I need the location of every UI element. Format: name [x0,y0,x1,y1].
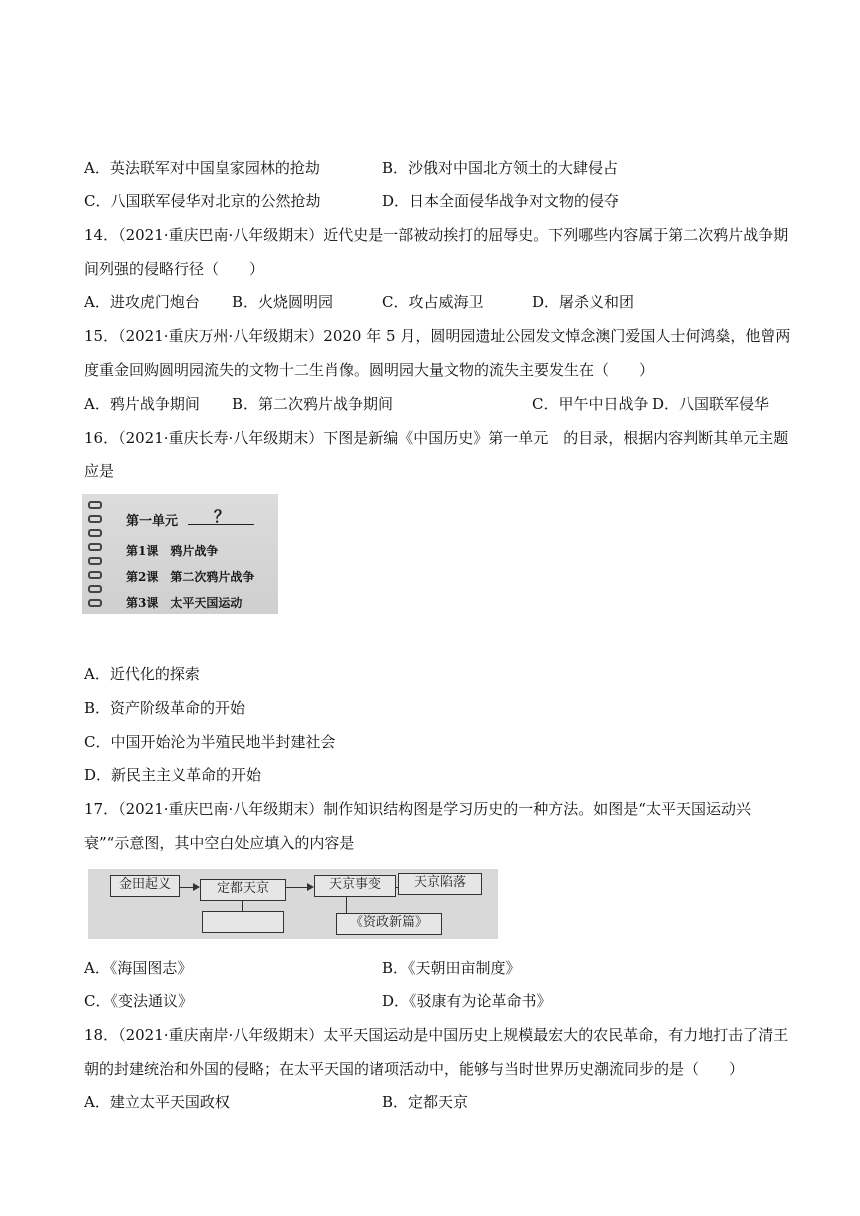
q17-option-a: A．《海国图志》 [84,959,193,977]
q17-figure-taiping-flowchart [88,869,498,939]
flow-box-dingdu: 定都天京 [200,879,286,901]
flow-box-blank [202,911,284,933]
lesson-3: 第3课 太平天国运动 [126,596,243,610]
q13-option-b: B．沙俄对中国北方领土的大肆侵占 [382,159,619,177]
q14-option-c: C．攻占威海卫 [382,293,484,311]
q14-option-d: D．屠杀义和团 [532,293,635,311]
lesson-1: 第1课 鸦片战争 [126,544,219,558]
q15-option-a: A．鸦片战争期间 [84,395,200,413]
q17-option-c: C．《变法通议》 [84,992,193,1010]
q18-stem-line2: 朝的封建统治和外国的侵略；在太平天国的诸项活动中，能够与当时世界历史潮流同步的是（ ） [84,1060,745,1078]
unit-blank-mark: ？ [214,507,231,526]
notebook-rings-icon [86,498,104,610]
q18-option-a: A．建立太平天国政权 [84,1093,230,1111]
q17-option-b: B．《天朝田亩制度》 [382,959,521,977]
q15-option-c: C．甲午中日战争 [532,395,649,413]
q16-stem-line2: 应是 [84,462,115,480]
flow-box-jintian: 金田起义 [110,875,180,897]
q18-stem-line1: 18．（2021·重庆南岸·八年级期末）太平天国运动是中国历史上规模最宏大的农民革命，有力地打击了清王 [84,1026,789,1044]
q15-option-b: B．第二次鸦片战争期间 [232,395,394,413]
unit-blank-line [188,524,254,525]
q14-stem-line1: 14．（2021·重庆巴南·八年级期末）近代史是一部被动挨打的屈辱史。下列哪些内容属于第二次鸦片战争期 [84,226,789,244]
q14-stem-line2: 间列强的侵略行径（ ） [84,260,265,278]
q16-option-d: D．新民主主义革命的开始 [84,766,262,784]
q15-stem-line2: 度重金回购圆明园流失的文物十二生肖像。圆明园大量文物的流失主要发生在（ ） [84,361,655,379]
q16-figure-textbook-contents [82,494,278,614]
flow-arrow-1 [180,887,198,888]
flow-box-shibian: 天京事变 [314,875,396,897]
flow-connector-down [242,901,243,911]
q13-option-d: D．日本全面侵华战争对文物的侵夺 [382,192,620,210]
flow-box-zizheng: 《资政新篇》 [336,913,442,935]
q16-option-c: C．中国开始沦为半殖民地半封建社会 [84,733,336,751]
flow-connector-zizheng [346,897,347,913]
q15-option-d: D．八国联军侵华 [652,395,770,413]
q16-option-b: B．资产阶级革命的开始 [84,699,246,717]
lesson-2: 第2课 第二次鸦片战争 [126,570,255,584]
q13-option-a: A．英法联军对中国皇家园林的抢劫 [84,159,320,177]
q13-option-c: C．八国联军侵华对北京的公然抢劫 [84,192,321,210]
flow-arrow-2 [286,887,312,888]
unit-title: 第一单元 [126,514,179,529]
q15-stem-line1: 15．（2021·重庆万州·八年级期末）2020 年 5 月，圆明园遗址公园发文悼念澳门爱国人士何鸿燊，他曾两 [84,327,791,345]
q16-stem-line1: 16．（2021·重庆长寿·八年级期末）下图是新编《中国历史》第一单元 的目录，根据内容判断其单元主题 [84,429,789,447]
q14-option-b: B．火烧圆明园 [232,293,334,311]
flow-box-xianluo: 天京陷落 [398,873,482,895]
q17-stem-line2: 衰”“示意图，其中空白处应填入的内容是 [84,834,355,852]
q16-option-a: A．近代化的探索 [84,665,200,683]
q14-option-a: A．进攻虎门炮台 [84,293,200,311]
q17-stem-line1: 17．（2021·重庆巴南·八年级期末）制作知识结构图是学习历史的一种方法。如图是“太平天国运动兴 [84,800,751,818]
q17-option-d: D．《驳康有为论革命书》 [382,992,552,1010]
q18-option-b: B．定都天京 [382,1093,469,1111]
